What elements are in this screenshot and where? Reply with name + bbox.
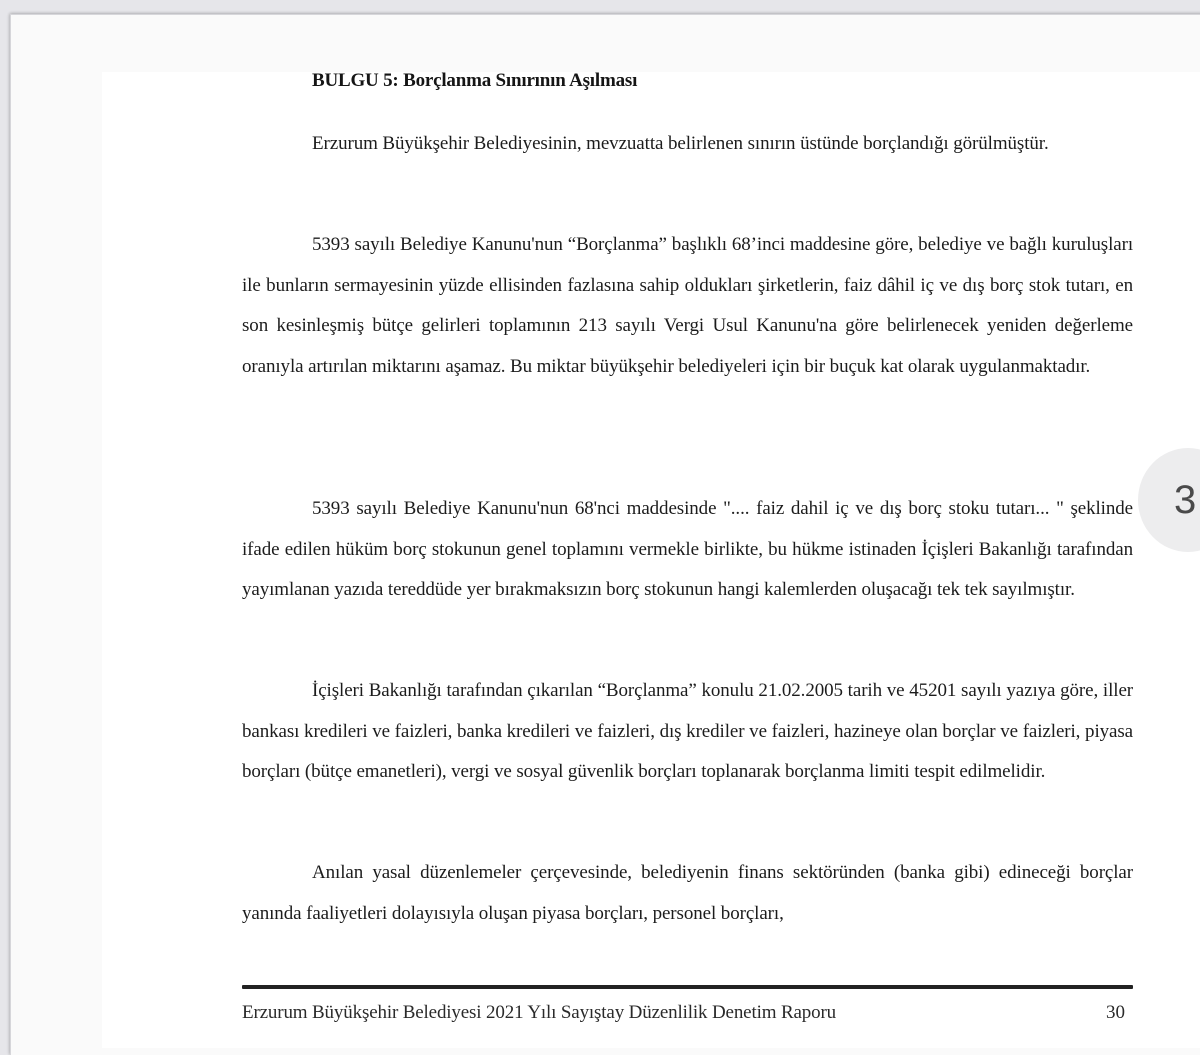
footer-report-title: Erzurum Büyükşehir Belediyesi 2021 Yılı Sayıştay Düzenlilik Denetim Raporu — [242, 1002, 836, 1023]
footer-divider — [242, 985, 1133, 989]
paragraph-2: 5393 sayılı Belediye Kanunu'nun “Borçlanma” başlıklı 68’inci maddesine göre, belediye ve bağlı kuruluşları ile bunların sermayesinin yüzde ellisinden fazlasına sahip oldukları şirketlerin, faiz dâhil iç ve dış borç stok tutarı, en son kesinleşmiş bütçe gelirleri toplamının 213 sayılı Vergi Usul Kanunu'na göre belirlenecek yeniden değerleme oranıyla artırılan miktarını aşamaz. Bu miktar büyükşehir belediyeleri için bir buçuk kat olarak uygulanmaktadır. — [242, 234, 1133, 377]
page-indicator-label: 3 — [1174, 478, 1197, 522]
finding-heading: BULGU 5: Borçlanma Sınırının Aşılması — [312, 70, 638, 91]
paragraph-5: Anılan yasal düzenlemeler çerçevesinde, belediyenin finans sektöründen (banka gibi) edineceği borçlar yanında faaliyetleri dolayısıyla oluşan piyasa borçları, personel borçları, — [242, 862, 1133, 924]
paragraph-4: İçişleri Bakanlığı tarafından çıkarılan “Borçlanma” konulu 21.02.2005 tarih ve 45201 sayılı yazıya göre, iller bankası kredileri ve faizleri, banka kredileri ve faizleri, dış krediler ve faizleri, hazineye olan borçlar ve faizleri, piyasa borçları (bütçe emanetleri), vergi ve sosyal güvenlik borçları toplanarak borçlanma limiti tespit edilmelidir. — [242, 680, 1133, 782]
paragraph-3: 5393 sayılı Belediye Kanunu'nun 68'nci maddesinde ".... faiz dahil iç ve dış borç stoku tutarı... " şeklinde ifade edilen hüküm borç stokunun genel toplamını vermekle birlikte, bu hükme istinaden İçişleri Bakanlığı tarafından yayımlanan yazıda tereddüde yer bırakmaksızın borç stokunun hangi kalemlerden oluşacağı tek tek sayılmıştır. — [242, 498, 1133, 600]
paragraph-1: Erzurum Büyükşehir Belediyesinin, mevzuatta belirlenen sınırın üstünde borçlandığı görülmüştür. — [312, 133, 1049, 154]
footer-page-number: 30 — [1106, 1002, 1125, 1023]
